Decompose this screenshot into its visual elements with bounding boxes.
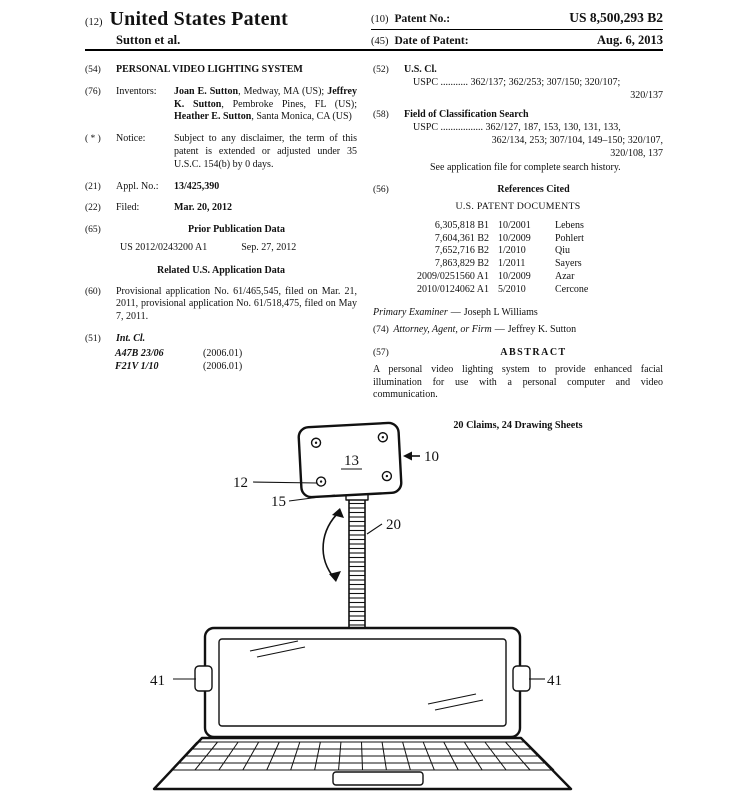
filed-field [85,202,357,215]
arrowhead-top [332,508,344,518]
ref-label-41-left: 41 [150,673,165,689]
header [85,8,663,51]
patent-figure-drawing [0,408,731,801]
field-of-search-content [404,109,663,174]
inid-22: (22) [85,203,101,214]
inid-56: (56) [373,185,389,196]
patent-no-label: Patent No.: [394,13,451,25]
class-code: F21V 1/10 [115,360,159,372]
inid-10: (10) [371,14,389,25]
ref-label-20: 20 [386,517,401,533]
us-cl-content [404,64,663,102]
abstract-text: A personal video lighting system to provide enhanced facial illumination for use with a personal computer and video communication. [373,363,663,401]
class-version: (2006.01) [203,347,243,359]
inid-58: (58) [373,110,389,121]
inid-notice: ( * ) [85,134,101,145]
inid-45: (45) [371,36,389,47]
notice-label: Notice: [116,133,146,145]
related-data-heading: Related U.S. Application Data [156,264,286,276]
patent-date-row [371,31,663,51]
appl-no-value: 13/425,390 [174,180,220,192]
ref-label-13: 13 [344,453,359,469]
left-clip [195,666,212,691]
body-columns [85,64,663,432]
reference-row: 7,863,829 B2 1/2011 Sayers [434,258,582,270]
notice-text: Subject to any disclaimer, the term of this patent is extended or adjusted under 35 U.S.C. 154(b) by 0 days. [174,133,357,170]
claims-line: 20 Claims, 24 Drawing Sheets [453,420,583,432]
prior-publication-field [85,224,357,237]
invention-title: PERSONAL VIDEO LIGHTING SYSTEM [116,64,303,75]
ref-label-41-right: 41 [547,673,562,689]
field-of-search [373,109,663,174]
publication-date: Sep. 27, 2012 [241,241,297,253]
right-clip [513,666,530,691]
inid-65: (65) [85,225,101,236]
class-code: A47B 23/06 [115,347,164,359]
right-column [373,64,663,432]
patent-number-row [371,8,663,30]
int-cl-entry [85,361,357,374]
abstract-heading: ABSTRACT [500,347,567,359]
uspc-continuation: 320/137 [630,89,663,101]
provisional-field [85,286,357,324]
inid-51: (51) [85,333,101,344]
appl-no-label: Appl. No.: [116,180,159,192]
references-table [393,220,663,297]
class-version: (2006.01) [203,360,243,372]
ref-label-15: 15 [271,494,286,510]
ref-label-10: 10 [424,449,439,465]
inid-76: (76) [85,86,101,97]
reference-row: 2010/0124062 A1 5/2010 Cercone [417,283,589,295]
search-continuation-1: 362/134, 253; 307/104, 149–150; 320/107, [491,134,663,146]
search-note: See application file for complete search history. [430,161,621,173]
references-cited-heading: References Cited [497,184,570,196]
header-rule [85,49,663,51]
search-uspc-line: USPC ................. 362/127, 187, 153, 130, 131, 133, [413,122,621,134]
date-of-patent-label: Date of Patent: [394,35,469,47]
inid-52: (52) [373,65,389,75]
int-cl-entry [85,348,357,361]
header-right [371,8,663,51]
laptop-screen [219,639,506,726]
inid-57: (57) [373,348,389,359]
prior-publication-row [85,242,357,255]
ref-20-leader [367,524,382,534]
int-cl-field [85,333,357,346]
notice-field [85,133,357,171]
field-of-search-heading: Field of Classification Search [404,109,529,121]
appl-no-field [85,181,357,194]
reference-row: 2009/0251560 A1 10/2009 Azar [417,270,575,282]
inventors-label: Inventors: [116,85,157,97]
inventors-text: Joan E. Sutton, Medway, MA (US); Jeffrey K. Sutton, Pembroke Pines, FL (US); Heather E. Sutton, Santa Monica, CA (US) [174,85,357,123]
inid-12: (12) [85,17,103,28]
reference-row: 7,652,716 B2 1/2010 Qiu [434,245,570,257]
us-cl-heading: U.S. Cl. [404,64,437,75]
patent-no-value: US 8,500,293 B2 [569,10,663,25]
uspc-line: USPC ........... 362/137; 362/253; 307/150; 320/107; [413,76,621,88]
filed-value: Mar. 20, 2012 [174,202,232,214]
search-continuation-2: 320/108, 137 [610,147,663,159]
touchpad [333,772,423,785]
primary-examiner-line: Primary Examiner — Joseph L Williams [373,307,538,319]
title-field [85,64,357,77]
left-column [85,64,357,432]
provisional-text: Provisional application No. 61/465,545, filed on Mar. 21, 2011, provisional application No. 61/518,475, filed on May 7, 2011. [116,285,357,323]
publication-number: US 2012/0243200 A1 [120,241,208,253]
attorney-line: (74) Attorney, Agent, or Firm — Jeffrey K. Sutton [373,324,577,336]
gooseneck-tube [349,492,365,632]
header-left [85,8,288,51]
us-cl-field [373,64,663,102]
abstract-field [373,347,663,360]
inid-21: (21) [85,181,101,192]
reference-row: 6,305,818 B1 10/2001 Lebens [434,219,584,231]
inventors-field [85,86,357,124]
inid-60: (60) [85,286,101,297]
references-cited-field [373,184,663,197]
us-patent-documents-heading: U.S. PATENT DOCUMENTS [455,201,581,213]
inventor-short-name: Sutton et al. [116,33,181,47]
date-of-patent-value: Aug. 6, 2013 [597,33,663,47]
document-title: United States Patent [109,8,288,30]
inid-54: (54) [85,65,101,75]
reference-row: 7,604,361 B2 10/2009 Pohlert [434,232,584,244]
ref-10-arrowhead [403,452,412,461]
rotation-arrow [323,511,340,579]
int-cl-heading: Int. Cl. [116,332,146,344]
ref-label-12: 12 [233,475,248,491]
prior-publication-heading: Prior Publication Data [187,224,286,236]
filed-label: Filed: [116,202,140,214]
